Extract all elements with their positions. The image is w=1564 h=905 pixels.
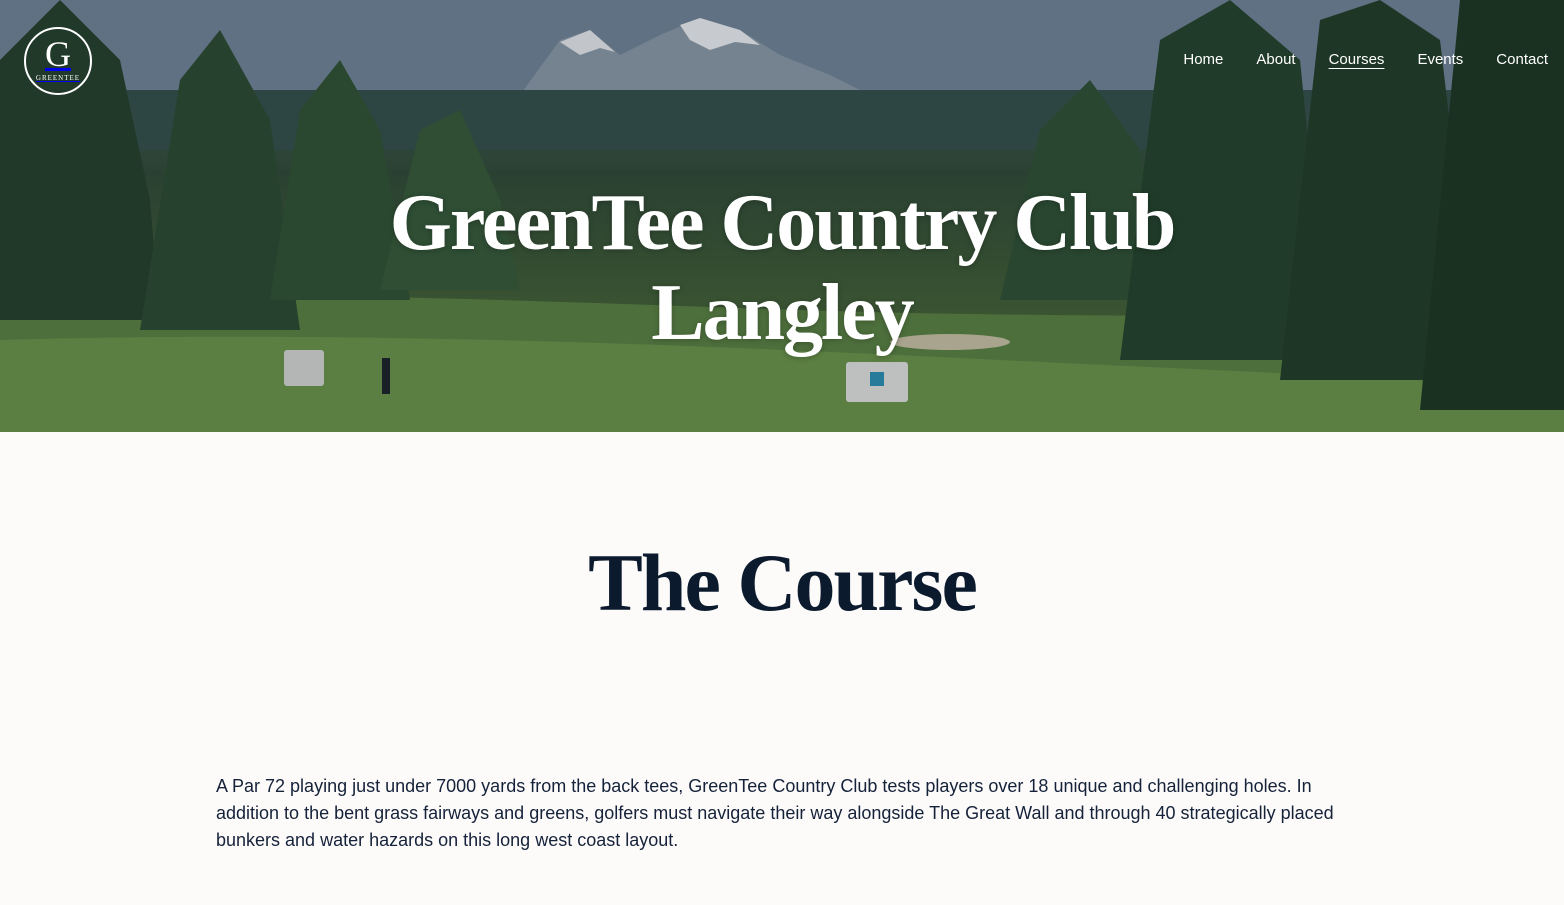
logo-letter: G xyxy=(45,34,71,74)
hero-title-line-1: GreenTee Country Club xyxy=(389,179,1175,267)
nav-events[interactable]: Events xyxy=(1417,51,1464,68)
hero-title-line-2: Langley xyxy=(651,269,913,357)
hero-banner xyxy=(0,0,1564,432)
hero-title xyxy=(0,178,1564,358)
nav-home[interactable]: Home xyxy=(1183,51,1224,68)
section-heading: The Course xyxy=(588,537,976,628)
greentee-logo[interactable] xyxy=(24,27,92,95)
course-description: A Par 72 playing just under 7000 yards from the back tees, GreenTee Country Club tests players over 18 unique and challenging holes. In addition to the bent grass fairways and greens, golfers must navigate their way alongside The Great Wall and through 40 strategically placed bunkers and water hazards on this long west coast layout. xyxy=(216,776,1334,850)
nav-courses[interactable]: Courses xyxy=(1328,51,1385,68)
nav-contact[interactable]: Contact xyxy=(1496,51,1548,68)
logo-wordmark: GREENTEE xyxy=(35,74,81,82)
nav-about[interactable]: About xyxy=(1256,51,1296,68)
main-navigation xyxy=(1183,50,1548,70)
